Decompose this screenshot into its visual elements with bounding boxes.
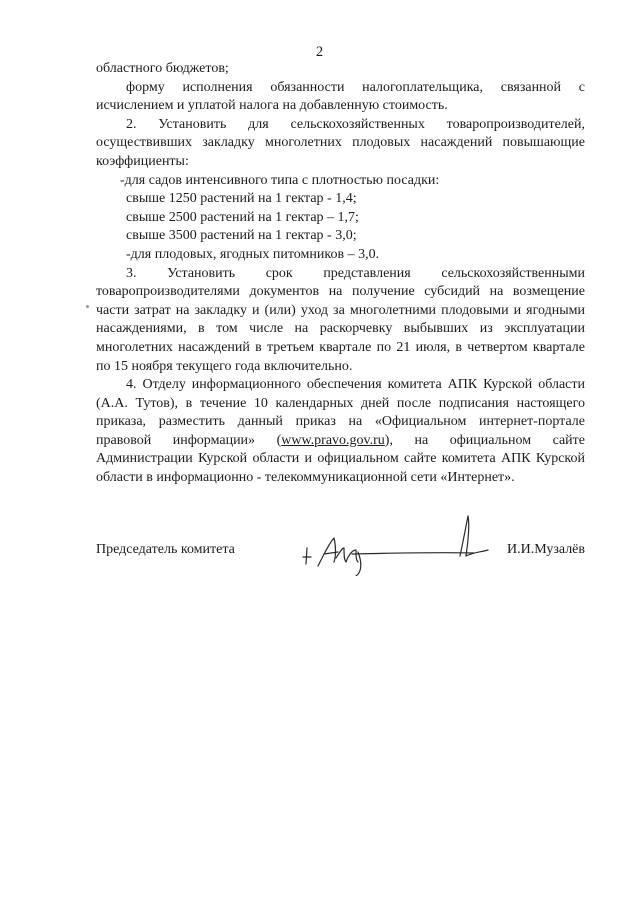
item-4-text-end: ), на официальном сайте Администрации Курской области и официальном сайте комитета АПК Курской области в информационно - телекоммуникационной сети «Интернет». <box>96 432 585 486</box>
item-2-nurseries: -для плодовых, ягодных питомников – 3,0. <box>126 246 380 262</box>
item-4-text-start: 4. Отделу информационного обеспечения комитета АПК Курской области (А.А. Тутов), в течение 10 календарных дней после подписания настоящего приказа, разместить данный приказ на «Официальном интернет-портале правовой информации» ( <box>96 377 585 448</box>
signer-name: И.И.Музалёв <box>507 542 585 557</box>
signer-title: Председатель комитета <box>96 542 235 557</box>
item-2-intro: 2. Установить для сельскохозяйственных товаропроизводителей, осуществивших закладку многолетних плодовых насаждений повышающие коэффициенты: <box>96 116 585 169</box>
page-number: 2 <box>315 44 324 60</box>
vat-form-clause: форму исполнения обязанности налогоплательщика, связанной с исчислением и уплатой налога на добавленную стоимость. <box>96 79 585 114</box>
handwritten-signature <box>300 512 490 576</box>
signature-block <box>96 542 585 582</box>
scan-speck <box>86 305 89 308</box>
budget-line-continuation: областного бюджетов; <box>96 61 229 76</box>
item-2-rate-3500: свыше 3500 растений на 1 гектар - 3,0; <box>126 228 357 244</box>
pravo-gov-link[interactable]: www.pravo.gov.ru <box>281 432 385 448</box>
document-body <box>96 60 585 488</box>
item-2-rate-1250: свыше 1250 растений на 1 гектар - 1,4; <box>126 191 357 207</box>
item-2-intensive-gardens: -для садов интенсивного типа с плотностью посадки: <box>120 172 440 188</box>
item-4-publication <box>96 376 585 488</box>
item-3-deadline: 3. Установить срок представления сельскохозяйственными товаропроизводителями документов на получение субсидий на возмещение части затрат на закладку и (или) уход за многолетними плодовыми и ягодными насаждениями, в том числе на раскорчевку выбывших из эксплуатации многолетних насаждений в третьем квартале по 21 июля, в четвертом квартале по 15 ноября текущего года включительно. <box>96 265 585 374</box>
item-2-rate-2500: свыше 2500 растений на 1 гектар – 1,7; <box>126 209 359 225</box>
